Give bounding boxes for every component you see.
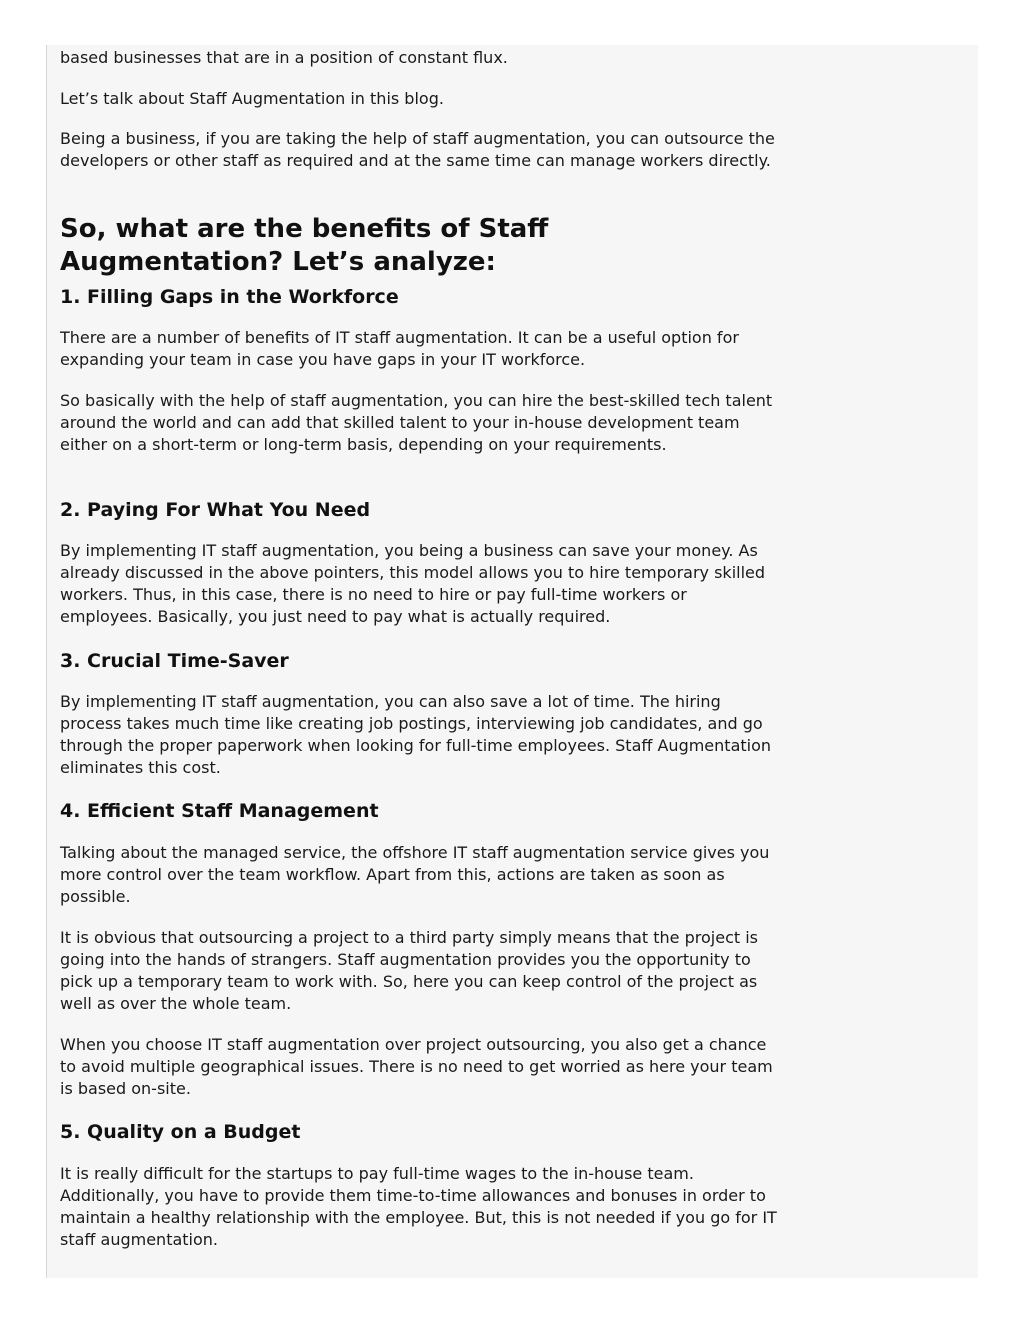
section-paragraph: Talking about the managed service, the offshore IT staff augmentation service gives you more control over the team workflow. Apart from this, actions are taken as soon as possible. [60, 843, 770, 906]
section-paragraph: When you choose IT staff augmentation over project outsourcing, you also get a chance to avoid multiple geographical issues. There is no need to get worried as here your team is based on-site. [60, 1035, 773, 1098]
section-paragraph: It is obvious that outsourcing a project to a third party simply means that the project is going into the hands of strangers. Staff augmentation provides you the opportunity to pick up a temporary team to work with. So, here you can keep control of the project as well as over the whole team. [60, 928, 759, 1013]
section-paragraph: By implementing IT staff augmentation, you being a business can save your money. As already discussed in the above pointers, this model allows you to hire temporary skilled workers. Thus, in this case, there is no need to hire or pay full-time workers or employees. Basically, you just need to pay what is actually required. [60, 541, 766, 626]
benefits-heading: So, what are the benefits of Staff Augmentation? Let’s analyze: [60, 214, 549, 277]
section-paragraph: There are a number of benefits of IT staff augmentation. It can be a useful option for expanding your team in case you have gaps in your IT workforce. [60, 328, 739, 369]
intro-paragraph: Let’s talk about Staff Augmentation in this blog. [60, 89, 444, 108]
intro-paragraph-continued: based businesses that are in a position of constant flux. [60, 48, 508, 67]
section-heading: 3. Crucial Time-Saver [60, 650, 289, 672]
section-paragraph: So basically with the help of staff augmentation, you can hire the best-skilled tech talent around the world and can add that skilled talent to your in-house development team either on a short-term or long-term basis, depending on your requirements. [60, 391, 773, 454]
section-paragraph: It is really difficult for the startups to pay full-time wages to the in-house team. Additionally, you have to provide them time-to-time allowances and bonuses in order to maintain a healthy relationship with the employee. But, this is not needed if you go for IT staff augmentation. [60, 1164, 777, 1249]
section-paragraph: By implementing IT staff augmentation, you can also save a lot of time. The hiring process takes much time like creating job postings, interviewing job candidates, and go through the proper paperwork when looking for full-time employees. Staff Augmentation eliminates this cost. [60, 692, 772, 777]
section-heading: 5. Quality on a Budget [60, 1121, 301, 1143]
section-heading: 4. Efficient Staff Management [60, 800, 379, 822]
section-heading: 2. Paying For What You Need [60, 499, 371, 521]
intro-paragraph: Being a business, if you are taking the help of staff augmentation, you can outsource the developers or other staff as required and at the same time can manage workers directly. [60, 129, 775, 170]
section-heading: 1. Filling Gaps in the Workforce [60, 286, 399, 308]
